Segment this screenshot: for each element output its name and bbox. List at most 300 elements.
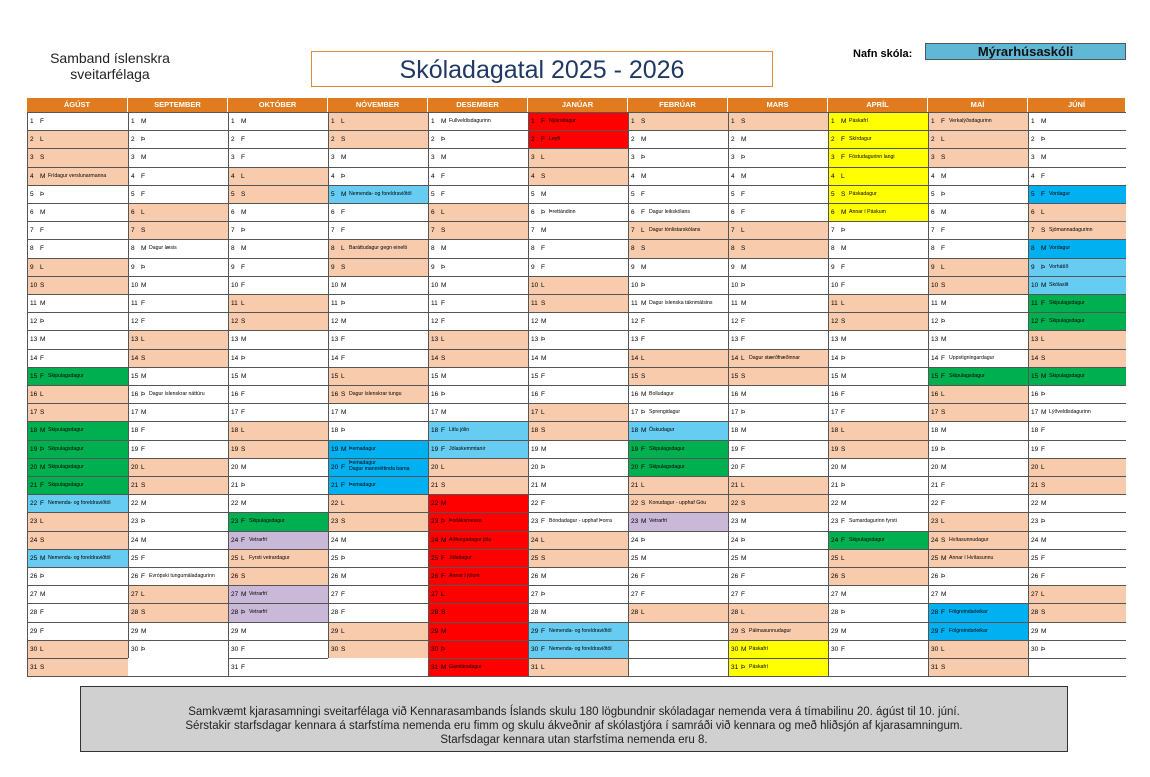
weekday-letter: S bbox=[441, 482, 446, 489]
day-number: 3 bbox=[931, 154, 935, 162]
weekday-letter: L bbox=[641, 227, 645, 235]
day-number: 4 bbox=[531, 172, 535, 180]
weekday-letter: S bbox=[241, 190, 246, 198]
day-note: Skólaslit bbox=[1049, 281, 1069, 288]
day-number: 23 bbox=[30, 518, 38, 526]
weekday-letter: F bbox=[741, 591, 745, 599]
day-cell bbox=[1028, 258, 1126, 276]
day-cell bbox=[128, 239, 228, 257]
day-number: 28 bbox=[731, 609, 739, 617]
day-number: 10 bbox=[731, 281, 739, 289]
weekday-letter: M bbox=[241, 118, 247, 125]
weekday-letter: F bbox=[40, 354, 44, 362]
day-cell bbox=[128, 567, 228, 585]
weekday-letter: L bbox=[441, 336, 445, 344]
day-cell bbox=[928, 185, 1028, 203]
day-number: 21 bbox=[931, 482, 939, 489]
weekday-letter: F bbox=[541, 500, 545, 508]
weekday-letter: Þ bbox=[341, 172, 346, 180]
weekday-letter: S bbox=[941, 154, 946, 162]
day-cell bbox=[328, 185, 428, 203]
weekday-letter: F bbox=[241, 281, 245, 289]
weekday-letter: M bbox=[341, 409, 347, 417]
day-number: 23 bbox=[831, 518, 839, 526]
weekday-letter: Þ bbox=[541, 463, 546, 471]
weekday-letter: M bbox=[941, 427, 947, 435]
day-number: 23 bbox=[931, 518, 939, 526]
weekday-letter: Þ bbox=[241, 609, 246, 617]
weekday-letter: M bbox=[441, 245, 447, 253]
day-cell bbox=[828, 330, 928, 348]
weekday-letter: Þ bbox=[1041, 391, 1046, 398]
day-cell bbox=[228, 239, 328, 257]
day-number: 19 bbox=[231, 445, 239, 453]
day-cell bbox=[128, 294, 228, 312]
weekday-letter: M bbox=[741, 518, 747, 526]
day-cell bbox=[228, 421, 328, 439]
weekday-letter: M bbox=[741, 300, 747, 307]
day-number: 4 bbox=[631, 172, 635, 180]
day-note: Leyfi bbox=[549, 136, 560, 143]
day-cell bbox=[128, 312, 228, 330]
weekday-letter: F bbox=[441, 427, 445, 435]
day-cell bbox=[528, 367, 628, 385]
weekday-letter: F bbox=[841, 645, 845, 653]
day-cell bbox=[1028, 130, 1126, 148]
weekday-letter: L bbox=[841, 554, 845, 562]
day-number: 17 bbox=[331, 409, 339, 417]
day-number: 27 bbox=[331, 591, 339, 599]
calendar-title: Skóladagatal 2025 - 2026 bbox=[311, 51, 773, 87]
weekday-letter: S bbox=[641, 118, 646, 125]
weekday-letter: M bbox=[641, 391, 647, 398]
day-number: 23 bbox=[731, 518, 739, 526]
day-number: 14 bbox=[531, 354, 539, 362]
day-cell bbox=[228, 148, 328, 166]
day-number: 8 bbox=[831, 245, 835, 253]
weekday-letter: F bbox=[40, 482, 44, 489]
day-number: 2 bbox=[30, 136, 34, 144]
day-cell bbox=[328, 258, 428, 276]
day-cell bbox=[228, 221, 328, 239]
day-cell bbox=[1028, 385, 1126, 403]
day-cell bbox=[628, 276, 728, 294]
day-number: 24 bbox=[531, 536, 539, 544]
day-number: 25 bbox=[731, 554, 739, 562]
weekday-letter: M bbox=[541, 227, 547, 235]
day-number: 9 bbox=[931, 263, 935, 271]
day-cell bbox=[328, 221, 428, 239]
day-note: Dagur stærðfræðinnar bbox=[749, 354, 801, 361]
weekday-letter: L bbox=[641, 354, 645, 362]
weekday-letter: F bbox=[541, 627, 545, 635]
weekday-letter: F bbox=[741, 190, 745, 198]
day-cell bbox=[628, 112, 728, 130]
weekday-letter: M bbox=[241, 336, 247, 344]
day-cell bbox=[928, 458, 1028, 476]
weekday-letter: L bbox=[1041, 591, 1045, 599]
day-cell bbox=[128, 403, 228, 421]
day-number: 9 bbox=[231, 263, 235, 271]
day-cell bbox=[928, 167, 1028, 185]
day-cell bbox=[828, 512, 928, 530]
weekday-letter: F bbox=[941, 500, 945, 508]
weekday-letter: M bbox=[141, 536, 147, 544]
day-cell bbox=[728, 385, 828, 403]
day-number: 16 bbox=[1031, 391, 1039, 398]
day-cell bbox=[228, 476, 328, 494]
weekday-letter: M bbox=[141, 409, 147, 417]
day-cell bbox=[728, 458, 828, 476]
weekday-letter: M bbox=[941, 336, 947, 344]
day-cell bbox=[328, 403, 428, 421]
day-cell bbox=[1028, 658, 1126, 676]
weekday-letter: F bbox=[641, 318, 645, 326]
day-cell bbox=[928, 385, 1028, 403]
day-cell bbox=[428, 421, 528, 439]
day-cell bbox=[828, 294, 928, 312]
day-note: Gamlársdagur bbox=[449, 664, 482, 670]
day-number: 4 bbox=[431, 172, 435, 180]
weekday-letter: F bbox=[341, 336, 345, 344]
day-number: 19 bbox=[131, 445, 139, 453]
weekday-letter: Þ bbox=[841, 609, 846, 617]
day-cell bbox=[228, 531, 328, 549]
day-number: 25 bbox=[1031, 554, 1039, 562]
day-number: 19 bbox=[731, 445, 739, 453]
day-cell bbox=[928, 130, 1028, 148]
weekday-letter: Þ bbox=[941, 445, 946, 453]
day-cell bbox=[27, 531, 128, 549]
day-number: 5 bbox=[931, 190, 935, 198]
day-cell bbox=[128, 640, 228, 658]
day-cell bbox=[328, 458, 428, 476]
day-cell bbox=[728, 185, 828, 203]
day-cell bbox=[1028, 440, 1126, 458]
day-note: Fullveldisdagurinn bbox=[449, 118, 491, 124]
weekday-letter: S bbox=[341, 391, 346, 398]
day-note: Hvítasunnudagur bbox=[949, 536, 989, 543]
day-cell bbox=[128, 531, 228, 549]
weekday-letter: L bbox=[841, 427, 845, 435]
weekday-letter: F bbox=[641, 445, 645, 453]
school-calendar-grid bbox=[27, 98, 1126, 677]
day-cell bbox=[128, 549, 228, 567]
day-cell bbox=[428, 658, 528, 676]
weekday-letter: F bbox=[241, 409, 245, 417]
day-number: 28 bbox=[431, 609, 439, 617]
day-cell bbox=[27, 312, 128, 330]
weekday-letter: F bbox=[40, 627, 44, 635]
day-number: 23 bbox=[231, 518, 239, 526]
weekday-letter: M bbox=[141, 118, 147, 125]
weekday-letter: S bbox=[141, 354, 146, 362]
weekday-letter: L bbox=[341, 118, 345, 125]
day-number: 22 bbox=[131, 500, 139, 508]
day-cell bbox=[428, 167, 528, 185]
day-cell bbox=[328, 349, 428, 367]
day-number: 21 bbox=[731, 482, 739, 489]
weekday-letter: L bbox=[141, 336, 145, 344]
weekday-letter: M bbox=[541, 482, 547, 489]
day-cell bbox=[828, 476, 928, 494]
day-cell bbox=[928, 258, 1028, 276]
school-name-field[interactable]: Mýrarhúsaskóli bbox=[925, 43, 1126, 60]
day-note: Páskafrí bbox=[849, 118, 869, 124]
day-cell bbox=[728, 167, 828, 185]
day-number: 24 bbox=[231, 536, 239, 544]
weekday-letter: Þ bbox=[741, 281, 746, 289]
day-note: Nýársdagur bbox=[549, 118, 576, 124]
day-cell bbox=[228, 512, 328, 530]
day-cell bbox=[228, 330, 328, 348]
day-number: 22 bbox=[831, 500, 839, 508]
day-number: 27 bbox=[131, 591, 139, 599]
day-number: 22 bbox=[731, 500, 739, 508]
day-cell bbox=[328, 203, 428, 221]
day-cell bbox=[1028, 330, 1126, 348]
day-cell bbox=[328, 421, 428, 439]
weekday-letter: S bbox=[40, 154, 45, 162]
day-cell bbox=[828, 494, 928, 512]
weekday-letter: M bbox=[40, 554, 46, 562]
day-number: 11 bbox=[831, 300, 838, 307]
weekday-letter: L bbox=[141, 591, 145, 599]
weekday-letter: Þ bbox=[241, 354, 246, 362]
weekday-letter: M bbox=[441, 281, 447, 289]
weekday-letter: Þ bbox=[1041, 518, 1046, 526]
day-cell bbox=[128, 130, 228, 148]
day-cell bbox=[728, 476, 828, 494]
day-number: 15 bbox=[931, 372, 939, 380]
day-note: Bolludagur bbox=[649, 391, 674, 397]
weekday-letter: F bbox=[841, 518, 845, 526]
day-number: 22 bbox=[331, 500, 339, 508]
weekday-letter: M bbox=[741, 427, 747, 435]
day-cell bbox=[428, 494, 528, 512]
day-number: 24 bbox=[1031, 536, 1039, 544]
day-number: 1 bbox=[931, 118, 935, 125]
day-cell bbox=[428, 440, 528, 458]
weekday-letter: L bbox=[641, 609, 645, 617]
weekday-letter: F bbox=[1041, 172, 1045, 180]
day-cell bbox=[928, 531, 1028, 549]
day-cell bbox=[528, 130, 628, 148]
weekday-letter: M bbox=[641, 172, 647, 180]
day-number: 5 bbox=[1031, 190, 1035, 198]
day-note: Öskudagur bbox=[649, 427, 675, 434]
day-cell bbox=[528, 403, 628, 421]
weekday-letter: Þ bbox=[141, 518, 146, 526]
day-number: 8 bbox=[1031, 245, 1035, 253]
day-number: 6 bbox=[231, 209, 235, 216]
weekday-letter: Þ bbox=[941, 573, 946, 580]
weekday-letter: F bbox=[441, 573, 445, 580]
day-number: 15 bbox=[531, 372, 539, 380]
weekday-letter: M bbox=[241, 591, 247, 599]
day-cell bbox=[428, 585, 528, 603]
day-cell bbox=[1028, 148, 1126, 166]
day-cell bbox=[528, 312, 628, 330]
day-note: Nemenda- og foreldraviðtöl bbox=[549, 645, 612, 652]
weekday-letter: F bbox=[541, 645, 545, 653]
day-number: 2 bbox=[331, 136, 335, 144]
day-number: 5 bbox=[631, 190, 635, 198]
weekday-letter: S bbox=[541, 300, 546, 307]
weekday-letter: S bbox=[241, 318, 246, 326]
day-cell bbox=[128, 203, 228, 221]
day-cell bbox=[27, 622, 128, 640]
day-number: 27 bbox=[631, 591, 639, 599]
weekday-letter: Þ bbox=[141, 136, 146, 144]
day-number: 28 bbox=[331, 609, 339, 617]
weekday-letter: F bbox=[641, 209, 645, 216]
day-number: 8 bbox=[331, 245, 335, 253]
day-cell bbox=[628, 167, 728, 185]
day-number: 1 bbox=[831, 118, 835, 125]
day-cell bbox=[728, 203, 828, 221]
day-cell bbox=[428, 458, 528, 476]
day-cell bbox=[1028, 549, 1126, 567]
day-cell bbox=[928, 567, 1028, 585]
month-header: DESEMBER bbox=[428, 98, 528, 112]
weekday-letter: M bbox=[641, 263, 647, 271]
weekday-letter: M bbox=[141, 154, 147, 162]
day-cell bbox=[728, 640, 828, 658]
weekday-letter: F bbox=[841, 409, 845, 417]
day-cell bbox=[628, 549, 728, 567]
day-number: 12 bbox=[231, 318, 239, 326]
weekday-letter: L bbox=[841, 300, 845, 307]
month-header: NÓVEMBER bbox=[328, 98, 428, 112]
weekday-letter: S bbox=[941, 409, 946, 417]
weekday-letter: S bbox=[541, 554, 546, 562]
weekday-letter: S bbox=[641, 245, 646, 253]
weekday-letter: Þ bbox=[40, 445, 45, 453]
weekday-letter: Þ bbox=[741, 154, 746, 162]
day-cell bbox=[628, 239, 728, 257]
day-cell bbox=[828, 130, 928, 148]
day-cell bbox=[828, 148, 928, 166]
day-number: 10 bbox=[831, 281, 839, 289]
day-cell bbox=[1028, 585, 1126, 603]
weekday-letter: F bbox=[541, 518, 545, 526]
weekday-letter: L bbox=[741, 227, 745, 235]
weekday-letter: F bbox=[941, 118, 945, 125]
month-header: FEBRÚAR bbox=[628, 98, 728, 112]
day-number: 28 bbox=[131, 609, 139, 617]
day-note: Fölgreindarleikar bbox=[949, 627, 988, 634]
day-number: 7 bbox=[331, 227, 335, 235]
day-cell bbox=[27, 640, 128, 658]
day-cell bbox=[128, 258, 228, 276]
day-cell bbox=[728, 494, 828, 512]
day-cell bbox=[528, 276, 628, 294]
day-note: Þrettándinn bbox=[549, 209, 576, 215]
day-cell bbox=[128, 603, 228, 621]
day-cell bbox=[828, 585, 928, 603]
day-cell bbox=[128, 276, 228, 294]
day-note: Litlu jólin bbox=[449, 427, 470, 434]
day-number: 29 bbox=[831, 627, 839, 635]
weekday-letter: M bbox=[841, 500, 847, 508]
day-number: 11 bbox=[731, 300, 738, 307]
weekday-letter: F bbox=[241, 518, 245, 526]
day-number: 31 bbox=[30, 664, 38, 671]
day-number: 22 bbox=[30, 500, 38, 508]
day-cell bbox=[228, 276, 328, 294]
day-number: 15 bbox=[331, 372, 339, 380]
day-cell bbox=[928, 112, 1028, 130]
day-cell bbox=[228, 203, 328, 221]
day-cell bbox=[528, 658, 628, 676]
day-cell bbox=[27, 258, 128, 276]
weekday-letter: M bbox=[641, 136, 647, 144]
day-number: 29 bbox=[931, 627, 939, 635]
weekday-letter: F bbox=[741, 445, 745, 453]
day-number: 26 bbox=[531, 573, 539, 580]
day-number: 16 bbox=[431, 391, 439, 398]
day-cell bbox=[528, 622, 628, 640]
day-number: 9 bbox=[331, 263, 335, 271]
weekday-letter: F bbox=[641, 591, 645, 599]
weekday-letter: S bbox=[1041, 227, 1046, 235]
day-note-secondary: Dagur mannréttinda barna bbox=[349, 465, 410, 472]
day-number: 31 bbox=[931, 664, 939, 671]
day-number: 3 bbox=[831, 154, 835, 162]
weekday-letter: F bbox=[441, 445, 445, 453]
day-cell bbox=[328, 512, 428, 530]
day-cell bbox=[328, 167, 428, 185]
day-number: 16 bbox=[30, 391, 38, 398]
day-note: Páskafrí bbox=[749, 664, 769, 670]
day-number: 21 bbox=[631, 482, 639, 489]
weekday-letter: L bbox=[40, 645, 44, 653]
weekday-letter: Þ bbox=[40, 190, 45, 198]
weekday-letter: F bbox=[141, 427, 145, 435]
day-number: 13 bbox=[1031, 336, 1039, 344]
day-number: 16 bbox=[631, 391, 639, 398]
weekday-letter: M bbox=[741, 645, 747, 653]
day-cell bbox=[128, 385, 228, 403]
day-number: 13 bbox=[431, 336, 439, 344]
weekday-letter: F bbox=[40, 500, 44, 508]
day-note: Vetrarfrí bbox=[649, 518, 668, 525]
day-number: 11 bbox=[131, 300, 138, 307]
day-number: 26 bbox=[431, 573, 439, 580]
weekday-letter: S bbox=[341, 518, 346, 526]
day-number: 7 bbox=[131, 227, 135, 235]
weekday-letter: M bbox=[1041, 245, 1047, 253]
day-cell bbox=[728, 130, 828, 148]
day-number: 27 bbox=[231, 591, 239, 599]
day-cell bbox=[928, 276, 1028, 294]
day-cell bbox=[27, 294, 128, 312]
day-number: 22 bbox=[931, 500, 939, 508]
day-cell bbox=[928, 549, 1028, 567]
day-note: Jólaskemmtanir bbox=[449, 445, 486, 452]
weekday-letter: F bbox=[241, 154, 245, 162]
day-cell bbox=[1028, 276, 1126, 294]
weekday-letter: S bbox=[841, 318, 846, 326]
day-cell bbox=[1028, 476, 1126, 494]
day-cell bbox=[628, 440, 728, 458]
day-cell bbox=[228, 440, 328, 458]
month-header: JANÚAR bbox=[528, 98, 628, 112]
weekday-letter: L bbox=[40, 391, 44, 398]
day-cell bbox=[128, 512, 228, 530]
day-number: 17 bbox=[131, 409, 139, 417]
